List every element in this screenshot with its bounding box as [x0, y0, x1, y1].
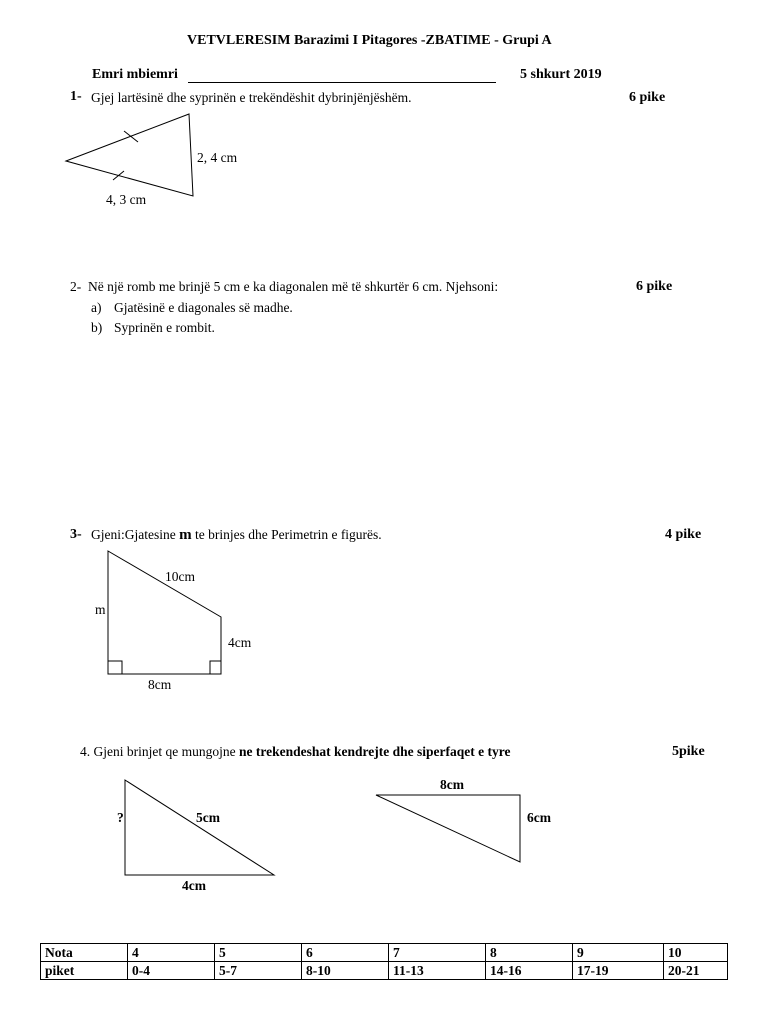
- q3-points: 4 pike: [665, 527, 702, 542]
- q3-text-after: te brinjes dhe Perimetrin e figurës.: [194, 527, 382, 542]
- q1-label-base: 4, 3 cm: [106, 192, 147, 207]
- table-row: [41, 944, 728, 962]
- q3-label-bottom: 8cm: [148, 677, 172, 692]
- q3-label-slant: 10cm: [165, 569, 195, 584]
- table-cell: 7: [389, 944, 486, 962]
- q2-item-a-text: Gjatësinë e diagonales së madhe.: [114, 300, 293, 315]
- q2-number: 2-: [70, 279, 82, 294]
- date: 5 shkurt 2019: [520, 67, 602, 82]
- q4-number: 4.: [80, 744, 91, 759]
- table-cell: piket: [41, 962, 128, 980]
- q3-number: 3-: [70, 527, 82, 542]
- table-cell: 5-7: [215, 962, 302, 980]
- q3-text-before: Gjeni:Gjatesine: [91, 527, 176, 542]
- table-cell: 6: [302, 944, 389, 962]
- q4-tri2-label-top: 8cm: [440, 777, 464, 792]
- q2-item-b-text: Syprinën e rombit.: [114, 320, 215, 335]
- table-cell: 20-21: [664, 962, 728, 980]
- table-cell: 11-13: [389, 962, 486, 980]
- q2-item-b-marker: b): [91, 320, 103, 335]
- table-cell: 10: [664, 944, 728, 962]
- q2-text: Në një romb me brinjë 5 cm e ka diagonalen më të shkurtër 6 cm. Njehsoni:: [88, 279, 499, 294]
- table-cell: 4: [128, 944, 215, 962]
- triangle-1-outline: [125, 780, 274, 875]
- q2-points: 6 pike: [636, 279, 673, 294]
- q1-number: 1-: [70, 89, 82, 104]
- table-row: [41, 962, 728, 980]
- q3-label-m: m: [95, 602, 106, 617]
- q1-text: Gjej lartësinë dhe syprinën e trekëndëshit dybrinjënjëshëm.: [91, 90, 412, 105]
- q4-tri2-label-right: 6cm: [527, 810, 551, 825]
- table-cell: 8: [486, 944, 573, 962]
- table-cell: 14-16: [486, 962, 573, 980]
- q4-text-normal: Gjeni brinjet qe mungojne: [93, 744, 236, 759]
- q3-label-right: 4cm: [228, 635, 252, 650]
- page-title: VETVLERESIM Barazimi I Pitagores -ZBATIME - Grupi A: [187, 33, 552, 48]
- table-cell: 5: [215, 944, 302, 962]
- table-cell: 8-10: [302, 962, 389, 980]
- q4-points: 5pike: [672, 744, 705, 759]
- q4-tri1-label-base: 4cm: [182, 878, 206, 893]
- q3-text-m: m: [179, 527, 192, 543]
- table-cell: 17-19: [573, 962, 664, 980]
- q2-item-a-marker: a): [91, 300, 102, 315]
- q4-text-bold: ne trekendeshat kendrejte dhe siperfaqet e tyre: [238, 744, 511, 759]
- grade-table: [40, 943, 728, 980]
- table-cell: 9: [573, 944, 664, 962]
- q1-points: 6 pike: [629, 90, 666, 105]
- q4-tri1-label-hyp: 5cm: [196, 810, 220, 825]
- triangle-2-outline: [376, 795, 520, 862]
- table-cell: 0-4: [128, 962, 215, 980]
- name-label: Emri mbiemri: [92, 67, 178, 82]
- q1-label-side: 2, 4 cm: [197, 150, 238, 165]
- q4-tri1-label-unknown: ?: [117, 810, 124, 825]
- table-cell: Nota: [41, 944, 128, 962]
